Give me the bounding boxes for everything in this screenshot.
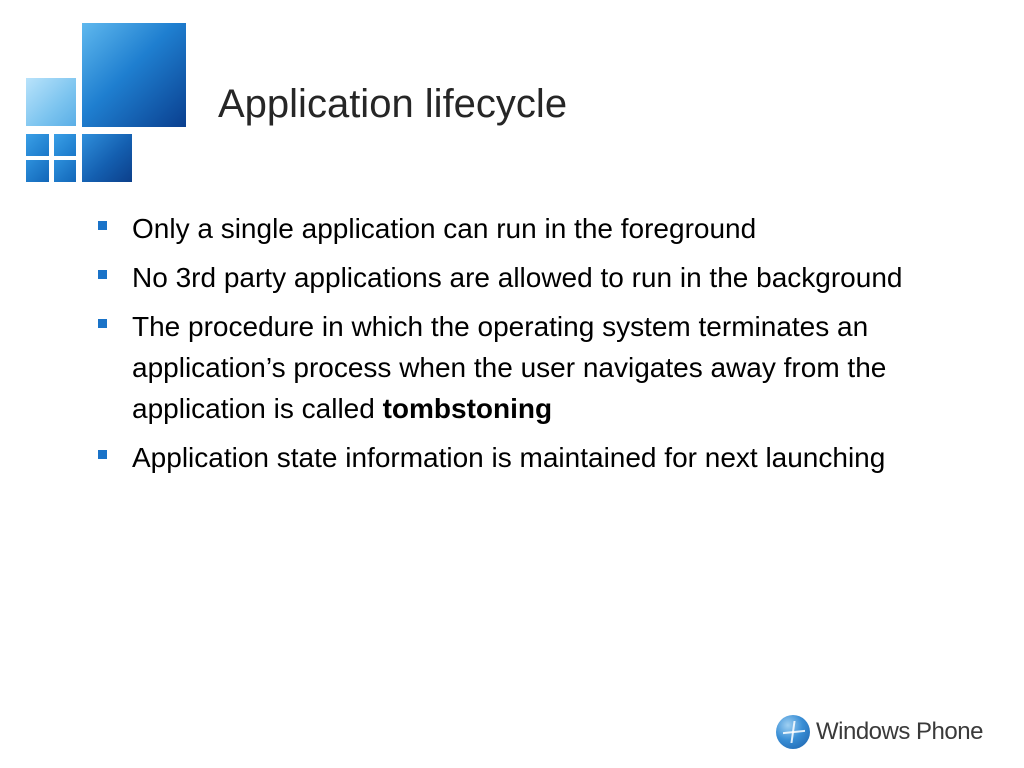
bullet-text: Application state information is maintained for next launching [132,442,886,473]
decorative-square-medium [82,134,132,182]
bullet-item [95,257,915,298]
bullet-emphasis: tombstoning [382,393,553,424]
bullet-item [95,437,915,478]
decorative-square-small [54,160,76,182]
square-bullet-icon [98,270,107,279]
bullet-text: No 3rd party applications are allowed to run in the background [132,262,903,293]
bullet-item [95,208,915,249]
decorative-square-large [82,23,186,127]
bullet-text: Only a single application can run in the foreground [132,213,757,244]
slide-title: Application lifecycle [218,82,568,126]
bullet-list [95,208,915,486]
decorative-square-small [26,160,49,182]
brand-text: Windows Phone [816,718,983,745]
windows-phone-logo [776,713,983,751]
windows-flag-icon [776,715,810,749]
bullet-item [95,306,915,429]
bullet-text: The procedure in which the operating system terminates an application’s process when the user navigates away from the application is called tombstoning [132,311,887,424]
square-bullet-icon [98,319,107,328]
decorative-square-small [54,134,76,156]
decorative-square-small [26,134,49,156]
decorative-square-light [26,78,76,126]
square-bullet-icon [98,221,107,230]
square-bullet-icon [98,450,107,459]
